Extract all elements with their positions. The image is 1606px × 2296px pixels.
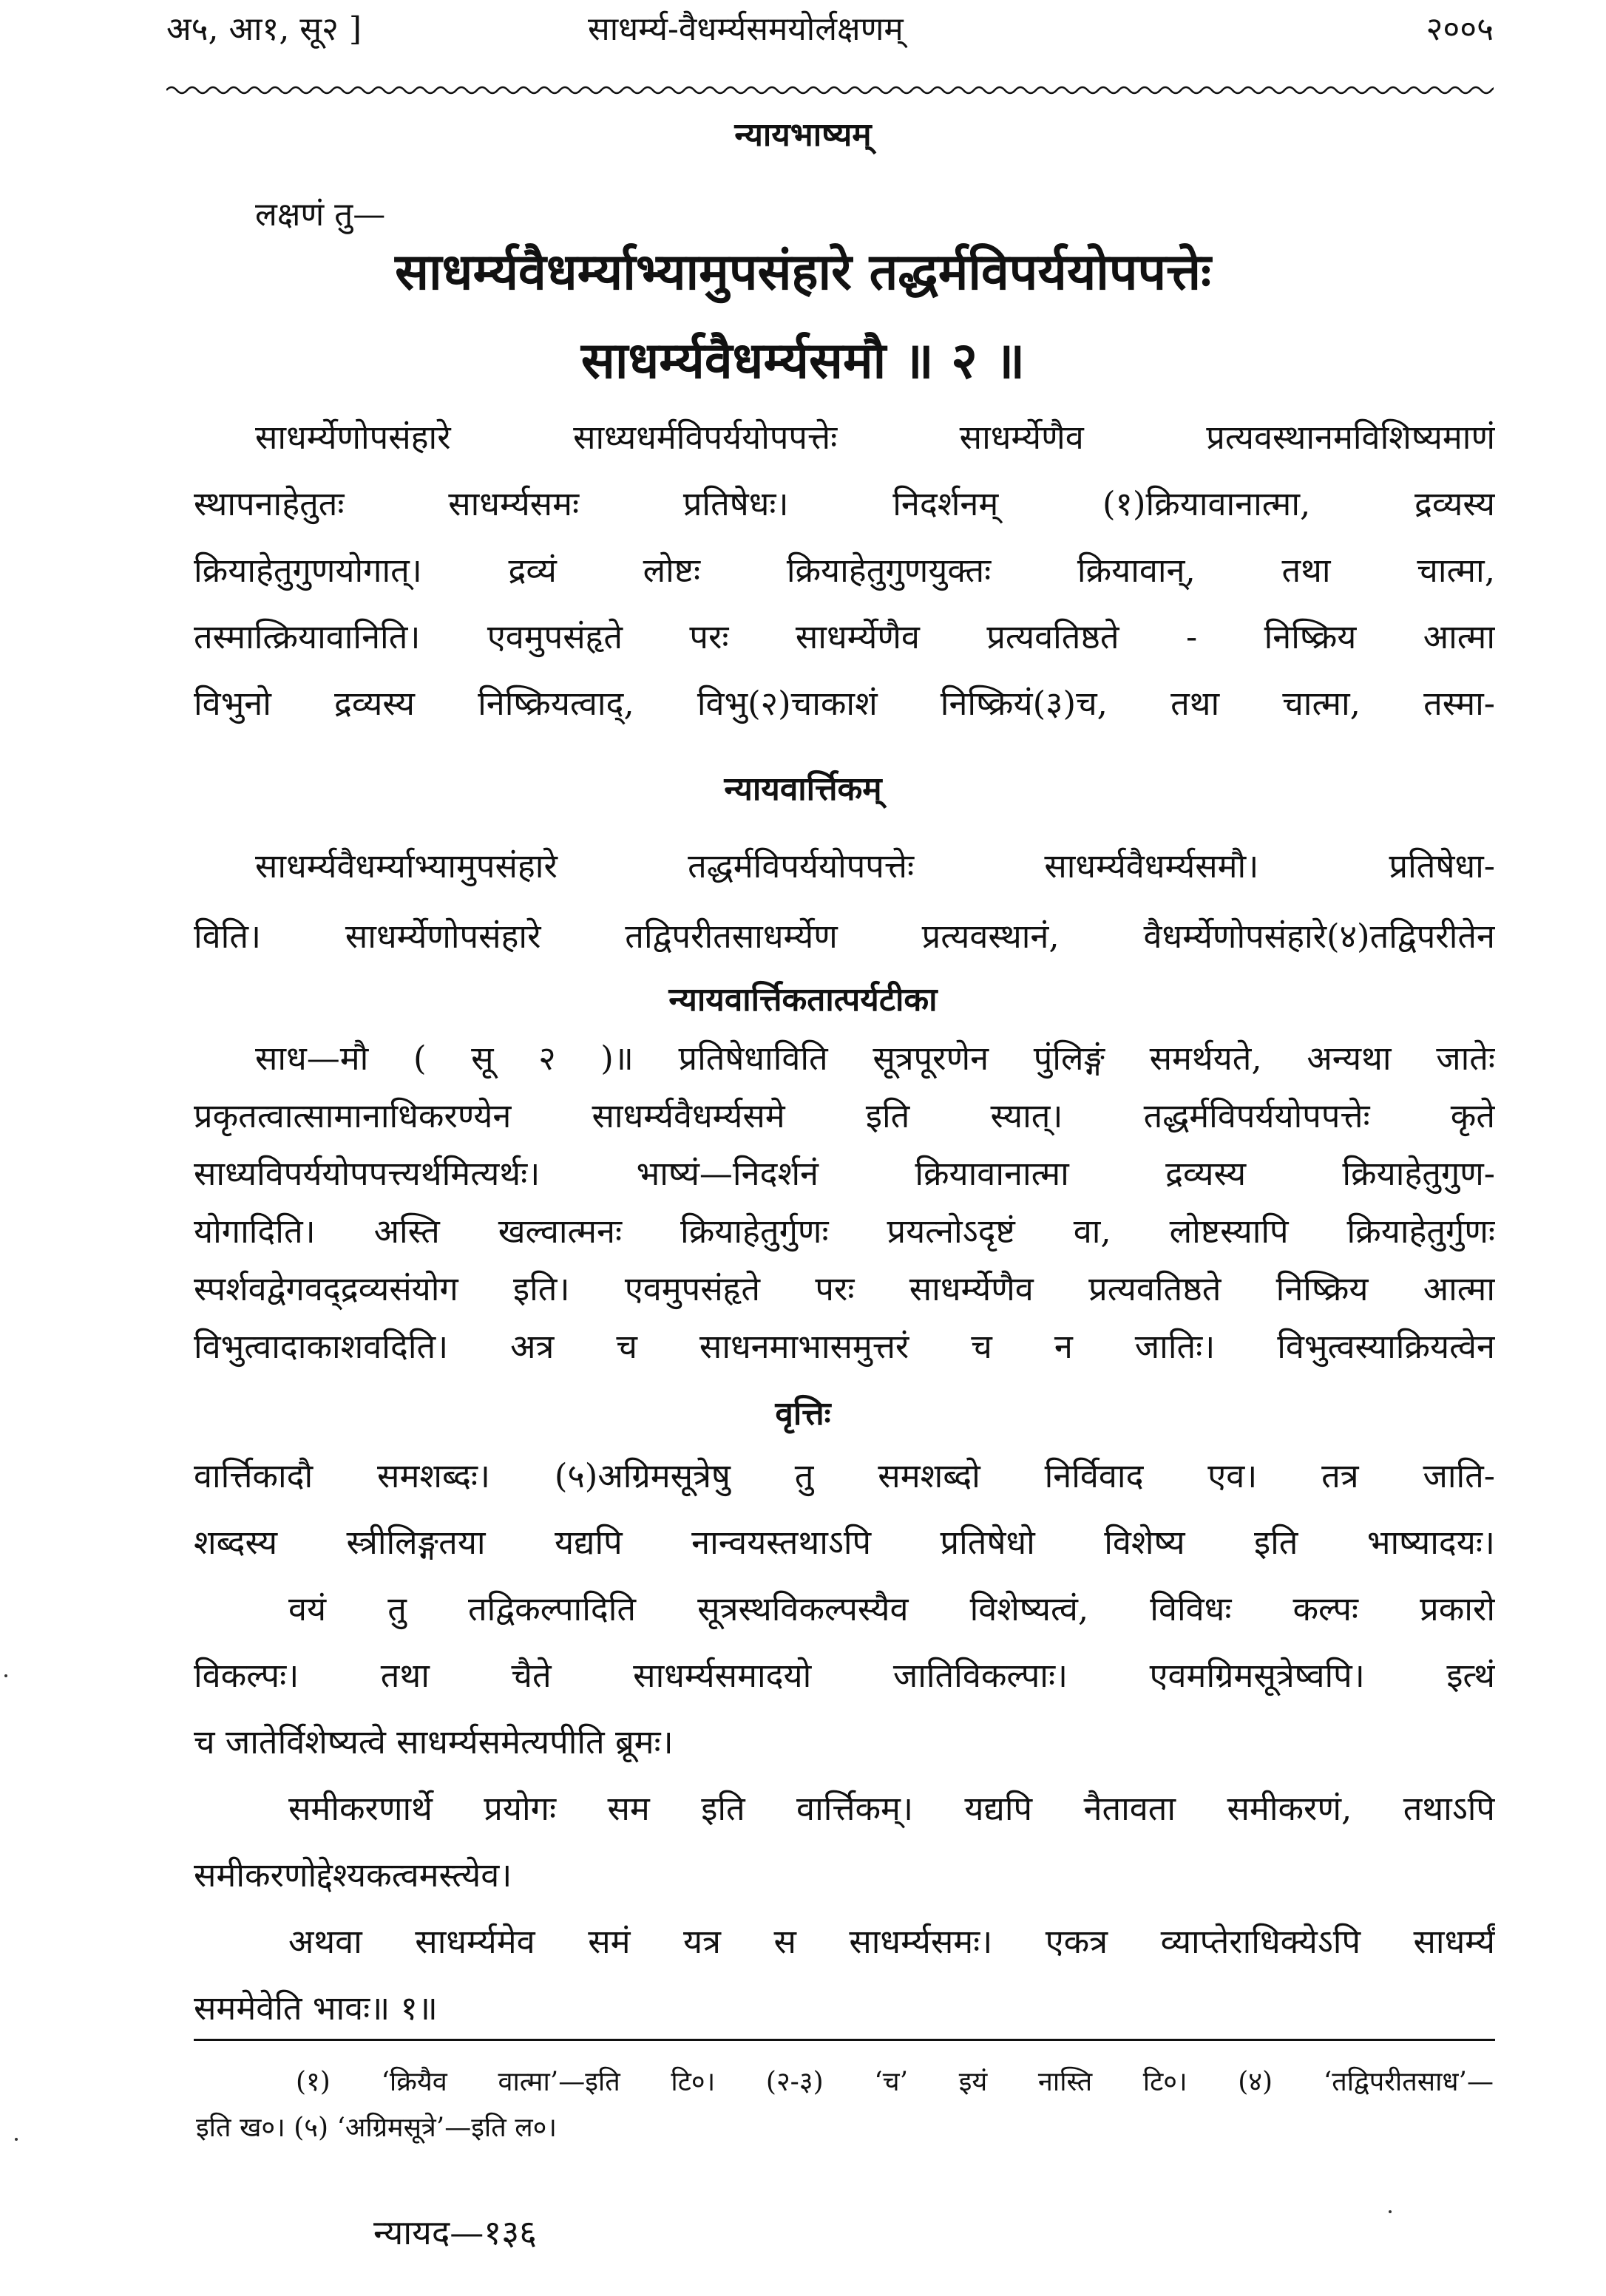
section-heading-vartika: न्यायवार्त्तिकम्: [724, 770, 882, 808]
signature-mark: न्यायद—१३६: [373, 2212, 538, 2252]
bhashya-line: क्रियाहेतुगुणयोगात्। द्रव्यं लोष्टः क्रियाहेतुगुणयुक्तः क्रियावान्, तथा चात्मा,: [194, 551, 1495, 590]
vartika-line: विति। साधर्म्येणोपसंहारे तद्विपरीतसाधर्म्येण प्रत्यवस्थानं, वैधर्म्येणोपसंहारे(४)तद्विपरीतेन: [194, 917, 1495, 956]
scan-speck: [4, 1674, 7, 1677]
sutra-line-2: साधर्म्यवैधर्म्यसमौ ॥ २ ॥: [580, 331, 1026, 390]
vritti-line: सममेवेति भावः॥ १॥: [194, 1988, 438, 2028]
scan-speck: [1389, 2210, 1392, 2213]
footnote-line: (१) ‘क्रियैव वात्मा’—इति टि०। (२-३) ‘च’ इयं नास्ति टि०। (४) ‘तद्विपरीतसाध’—: [296, 2067, 1494, 2097]
section-heading-vritti: वृत्तिः: [775, 1395, 831, 1433]
tika-line: स्पर्शवद्वेगवद्द्रव्यसंयोग इति। एवमुपसंहृते परः साधर्म्येणैव प्रत्यवतिष्ठते निष्क्रिय आत्मा: [194, 1269, 1495, 1308]
bhashya-line: स्थापनाहेतुतः साधर्म्यसमः प्रतिषेधः। निदर्शनम् (१)क्रियावानात्मा, द्रव्यस्य: [194, 484, 1495, 523]
tika-line: योगादिति। अस्ति खल्वात्मनः क्रियाहेतुर्गुणः प्रयत्नोऽदृष्टं वा, लोष्टस्यापि क्रियाहेतुर्गुणः: [194, 1212, 1495, 1251]
vritti-line: च जातेर्विशेष्यत्वे साधर्म्यसमेत्यपीति ब्रूमः।: [194, 1722, 674, 1762]
vritti-line: समीकरणोद्देश्यकत्वमस्त्येव।: [194, 1855, 512, 1895]
footnote-rule: [194, 2039, 1495, 2041]
vritti-line: वयं तु तद्विकल्पादिति सूत्रस्थविकल्पस्यैव विशेष्यत्वं, विविधः कल्पः प्रकारो: [288, 1589, 1495, 1628]
section-heading-bhashya: न्यायभाष्यम्: [734, 116, 872, 154]
vritti-line: विकल्पः। तथा चैते साधर्म्यसमादयो जातिविकल्पाः। एवमग्रिमसूत्रेष्वपि। इत्थं: [194, 1656, 1495, 1695]
vritti-line: अथवा साधर्म्यमेव समं यत्र स साधर्म्यसमः। एकत्र व्याप्तेराधिक्येऽपि साधर्म्यं: [288, 1922, 1495, 1961]
section-heading-tika: न्यायवार्त्तिकतात्पर्यटीका: [668, 981, 938, 1019]
bhashya-intro: लक्षणं तु—: [255, 196, 386, 234]
vartika-line: साधर्म्यवैधर्म्याभ्यामुपसंहारे तद्धर्मविपर्ययोपपत्तेः साधर्म्यवैधर्म्यसमौ। प्रतिषेधा-: [255, 846, 1495, 886]
tika-line: साध्यविपर्ययोपपत्त्यर्थमित्यर्थः। भाष्यं—निदर्शनं क्रियावानात्मा द्रव्यस्य क्रियाहेतुगुण-: [194, 1154, 1495, 1193]
footnote-line: इति ख०। (५) ‘अग्रिमसूत्रे’—इति ल०।: [196, 2113, 557, 2143]
header-wavy-rule: [166, 83, 1494, 98]
header-reference: अ५, आ१, सू२ ]: [166, 10, 362, 48]
bhashya-line: विभुनो द्रव्यस्य निष्क्रियत्वाद्, विभु(२)चाकाशं निष्क्रियं(३)च, तथा चात्मा, तस्मा-: [194, 684, 1495, 723]
running-header: [166, 0, 1494, 67]
vritti-line: शब्दस्य स्त्रीलिङ्गतया यद्यपि नान्वयस्तथाऽपि प्रतिषेधो विशेष्य इति भाष्यादयः।: [194, 1523, 1495, 1562]
bhashya-line: तस्मात्क्रियावानिति। एवमुपसंहृते परः साधर्म्येणैव प्रत्यवतिष्ठते - निष्क्रिय आत्मा: [194, 617, 1495, 656]
tika-line: विभुत्वादाकाशवदिति। अत्र च साधनमाभासमुत्तरं च न जातिः। विभुत्वस्याक्रियत्वेन: [194, 1327, 1495, 1366]
header-title: साधर्म्य-वैधर्म्यसमयोर्लक्षणम्: [588, 10, 904, 48]
vritti-line: समीकरणार्थे प्रयोगः सम इति वार्त्तिकम्। यद्यपि नैतावता समीकरणं, तथाऽपि: [288, 1789, 1495, 1828]
page-number: २००५: [1426, 10, 1494, 48]
scan-speck: [15, 2138, 18, 2141]
sutra-line-1: साधर्म्यवैधर्म्याभ्यामुपसंहारे तद्धर्मविपर्ययोपपत्तेः: [395, 242, 1211, 302]
tika-line: प्रकृतत्वात्सामानाधिकरण्येन साधर्म्यवैधर्म्यसमे इति स्यात्। तद्धर्मविपर्ययोपपत्तेः कृते: [194, 1096, 1495, 1135]
bhashya-line: साधर्म्येणोपसंहारे साध्यधर्मविपर्ययोपपत्तेः साधर्म्येणैव प्रत्यवस्थानमविशिष्यमाणं: [255, 418, 1495, 457]
tika-line: साध—मौ ( सू २ )॥ प्रतिषेधाविति सूत्रपूरणेन पुंलिङ्गं समर्थयते, अन्यथा जातेः: [255, 1039, 1495, 1078]
vritti-line: वार्त्तिकादौ समशब्दः। (५)अग्रिमसूत्रेषु तु समशब्दो निर्विवाद एव। तत्र जाति-: [194, 1456, 1495, 1495]
